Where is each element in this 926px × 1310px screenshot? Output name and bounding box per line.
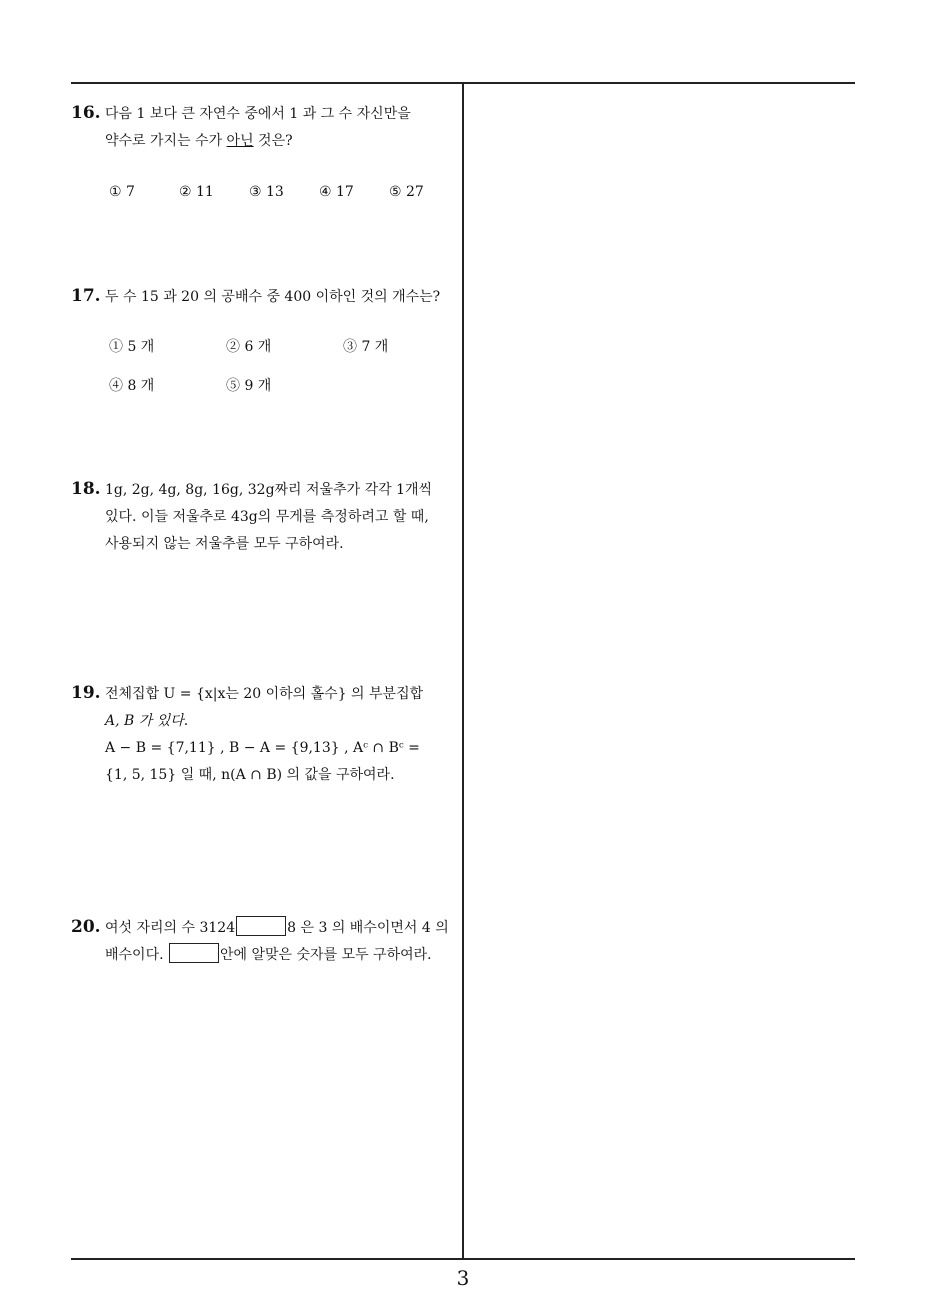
question-line: [105, 915, 461, 942]
page-number: 3: [456, 1266, 470, 1290]
question-line: [105, 942, 461, 969]
option-2: ② 11: [179, 184, 214, 200]
column-divider: [462, 82, 464, 1259]
option-4: ④ 17: [319, 184, 354, 200]
question-line: 1g, 2g, 4g, 8g, 16g, 32g짜리 저울추가 각각 1개씩: [105, 482, 433, 498]
option-5: ⑤ 27: [389, 184, 424, 200]
text-segment: 8 은 3 의 배수이면서 4 의: [287, 920, 449, 936]
question-text: [105, 284, 461, 311]
option-1: ① 7: [109, 184, 135, 200]
question-number: 17.: [71, 286, 101, 306]
question-line: 전체집합 U = {x|x는 20 이하의 홀수} 의 부분집합: [105, 686, 424, 702]
question-text: [105, 681, 461, 789]
option-4: ④ 8 개: [109, 378, 155, 394]
question-number: 16.: [71, 103, 101, 123]
text-segment: 안에 알맞은 숫자를 모두 구하여라.: [220, 947, 432, 963]
question-line: 두 수 15 과 20 의 공배수 중 400 이하인 것의 개수는?: [105, 289, 441, 305]
question-line: {1, 5, 15} 일 때, n(A ∩ B) 의 값을 구하여라.: [105, 767, 395, 783]
text-segment: 배수이다.: [105, 947, 168, 963]
question-text: [105, 477, 461, 558]
question-line: A − B = {7,11} , B − A = {9,13} , Aᶜ ∩ Bᶜ =: [105, 740, 420, 756]
question-text: [105, 101, 461, 155]
text-segment: 여섯 자리의 수 3124: [105, 920, 236, 936]
option-3: ③ 13: [249, 184, 284, 200]
question-line: [105, 128, 461, 155]
question-line: 다음 1 보다 큰 자연수 중에서 1 과 그 수 자신만을: [105, 106, 411, 122]
question-text: [105, 915, 461, 969]
option-3: ③ 7 개: [343, 339, 389, 355]
option-2: ② 6 개: [226, 339, 272, 355]
question-line: 사용되지 않는 저울추를 모두 구하여라.: [105, 536, 344, 552]
question-line: 있다. 이들 저울추로 43g의 무게를 측정하려고 할 때,: [105, 509, 429, 525]
question-number: 18.: [71, 479, 101, 499]
question-number: 19.: [71, 683, 101, 703]
underlined-word: 아닌: [226, 133, 254, 149]
option-5: ⑤ 9 개: [226, 378, 272, 394]
question-number: 20.: [71, 917, 101, 937]
text-segment: 약수로 가지는 수가: [105, 133, 227, 149]
blank-box: [169, 943, 219, 963]
question-line: A, B 가 있다.: [105, 713, 189, 729]
option-1: ① 5 개: [109, 339, 155, 355]
text-segment: 것은?: [253, 133, 293, 149]
footer-rule: [71, 1258, 855, 1260]
blank-box: [236, 916, 286, 936]
